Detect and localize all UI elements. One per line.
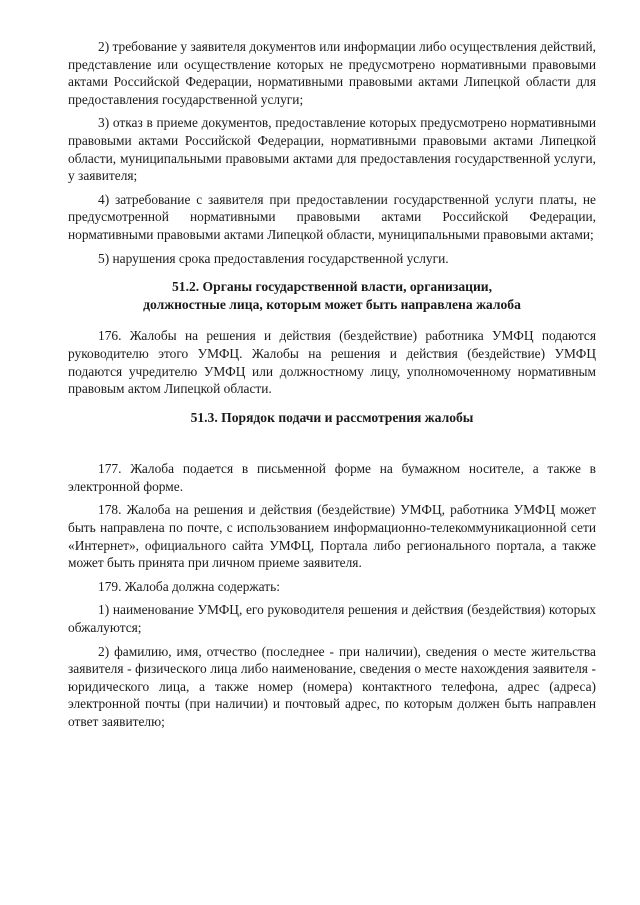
paragraph-176: 176. Жалобы на решения и действия (бездействие) работника УМФЦ подаются руководителю этого УМФЦ. Жалобы на решения и действия (бездействие) УМФЦ подаются учредителю УМФЦ или должностному лицу, уполномоченному нормативным правовым актом Липецкой области. [68,328,596,397]
paragraph-item-4: 4) затребование с заявителя при предоставлении государственной услуги платы, не предусмотренной нормативными правовыми актами Российской Федерации, нормативными правовыми актами Липецкой области, муниципальными правовыми актами; [68,191,596,242]
paragraph-179-item-2: 2) фамилию, имя, отчество (последнее - при наличии), сведения о месте жительства заявителя - физического лица либо наименование, сведения о месте нахождения заявителя - юридического лица, а также номер (номера) контактного телефона, адрес (адреса) электронной почты (при наличии) и почтовый адрес, по которым должен быть направлен ответ заявителю; [68,643,596,729]
paragraph-178: 178. Жалоба на решения и действия (бездействие) УМФЦ, работника УМФЦ может быть направлена по почте, с использованием информационно-телекоммуникационной сети «Интернет», официального сайта УМФЦ, Портала либо регионального портала, а также может быть принята при личном приеме заявителя. [68,502,596,571]
section-51-2-heading [68,278,596,313]
paragraph-item-5: 5) нарушения срока предоставления государственной услуги. [98,250,449,266]
paragraph-179: 179. Жалоба должна содержать: [98,578,280,594]
paragraph-179-item-1: 1) наименование УМФЦ, его руководителя решения и действия (бездействия) которых обжалуются; [68,602,596,636]
paragraph-item-3: 3) отказ в приеме документов, предоставление которых предусмотрено нормативными правовыми актами Российской Федерации, нормативными правовыми актами Липецкой области, муниципальными правовыми актами для предоставления государственной услуги, у заявителя; [68,115,596,184]
section-51-2-heading-line1: 51.2. Органы государственной власти, организации, [171,279,493,295]
paragraph-item-2: 2) требование у заявителя документов или информации либо осуществления действий, представление или осуществление которых не предусмотрено нормативными правовыми актами Российской Федерации, нормативными правовыми актами Липецкой области для предоставления государственной услуги; [68,39,596,107]
section-51-2-heading-line2: должностные лица, которым может быть направлена жалоба [143,296,521,312]
section-51-3-heading: 51.3. Порядок подачи и рассмотрения жалобы [190,409,474,425]
paragraph-177: 177. Жалоба подается в письменной форме на бумажном носителе, а также в электронной форме. [68,461,596,494]
